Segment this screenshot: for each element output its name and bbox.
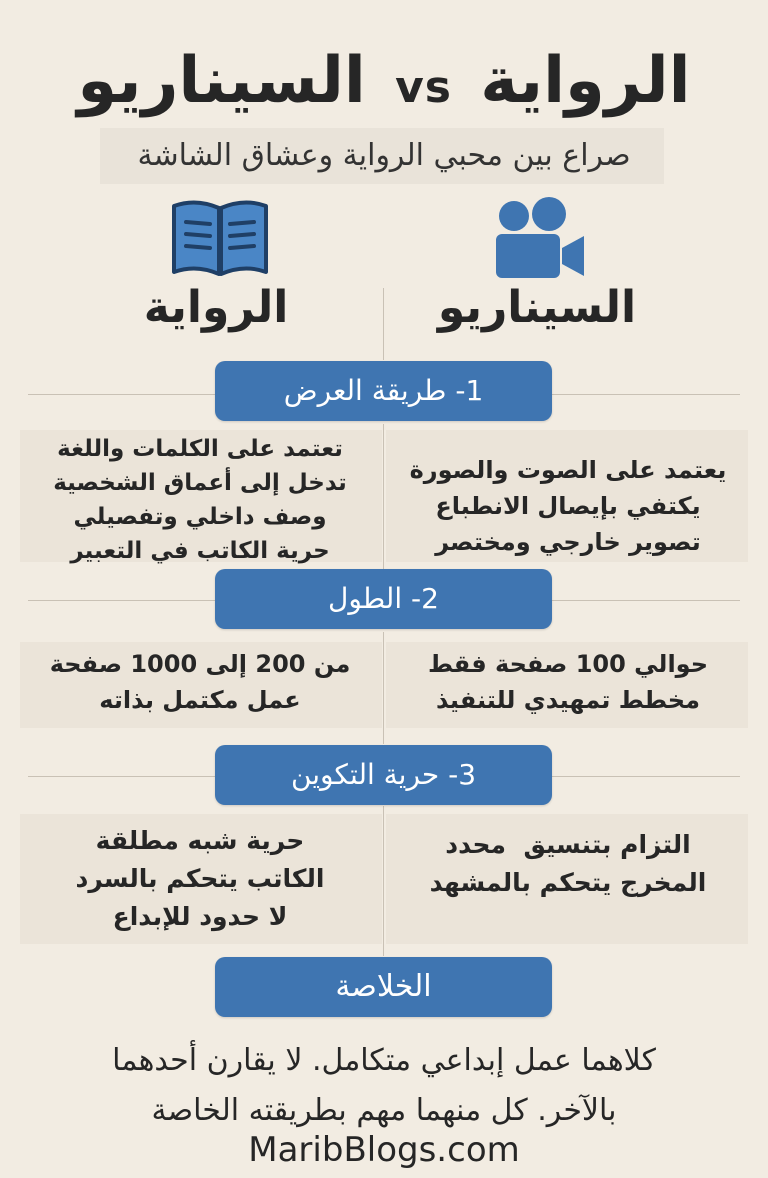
page-subtitle: صراع بين محبي الرواية وعشاق الشاشة [137, 138, 631, 173]
text-line: حوالي 100 صفحة فقط [427, 650, 709, 678]
section-label-length: 2- الطول [215, 569, 552, 629]
section-label-conclusion: الخلاصة [215, 957, 552, 1017]
conclusion-line: بالآخر. كل منهما مهم بطريقته الخاصة [151, 1093, 617, 1128]
title-screenplay: السيناريو [77, 44, 366, 118]
column-divider [383, 632, 384, 744]
text-line: لا حدود للإبداع [112, 902, 288, 931]
novel-freedom-text [20, 822, 380, 936]
text-line: تدخل إلى أعماق الشخصية [53, 470, 347, 496]
novel-presentation-text [20, 432, 380, 568]
column-divider [383, 806, 384, 956]
column-heading-screenplay: السيناريو [437, 282, 637, 333]
text-line: تعتمد على الكلمات واللغة [57, 436, 343, 462]
column-divider [383, 288, 384, 360]
screenplay-presentation-text [388, 452, 748, 560]
screenplay-freedom-text [388, 826, 748, 902]
text-line: من 200 إلى 1000 صفحة [49, 650, 351, 678]
novel-length-text [20, 646, 380, 718]
title-novel: الرواية [480, 44, 691, 118]
text-line: عمل مكتمل بذاته [99, 686, 301, 714]
text-line: يعتمد على الصوت والصورة [409, 456, 727, 484]
text-line: المخرج يتحكم بالمشهد [429, 868, 707, 897]
section-label-presentation: 1- طريقة العرض [215, 361, 552, 421]
column-heading-novel: الرواية [143, 282, 289, 333]
book-icon [170, 198, 270, 276]
text-line: مخطط تمهيدي للتنفيذ [436, 686, 700, 714]
page-title [0, 44, 768, 118]
section-label-freedom: 3- حرية التكوين [215, 745, 552, 805]
text-line: تصوير خارجي ومختصر [435, 528, 701, 556]
site-footer: MaribBlogs.com [248, 1130, 520, 1170]
column-divider [383, 424, 384, 570]
text-line: يكتفي بإيصال الانطباع [435, 492, 701, 520]
text-line: وصف داخلي وتفصيلي [73, 504, 327, 530]
screenplay-length-text [388, 646, 748, 718]
text-line: التزام بتنسيق محدد [445, 830, 691, 859]
conclusion-line: كلاهما عمل إبداعي متكامل. لا يقارن أحدهما [112, 1043, 656, 1078]
text-line: حرية شبه مطلقة [95, 826, 305, 855]
title-vs: vs [395, 62, 452, 113]
video-camera-icon [492, 196, 586, 280]
conclusion-text [0, 1036, 768, 1136]
text-line: الكاتب يتحكم بالسرد [75, 864, 325, 893]
text-line: حرية الكاتب في التعبير [70, 538, 330, 564]
